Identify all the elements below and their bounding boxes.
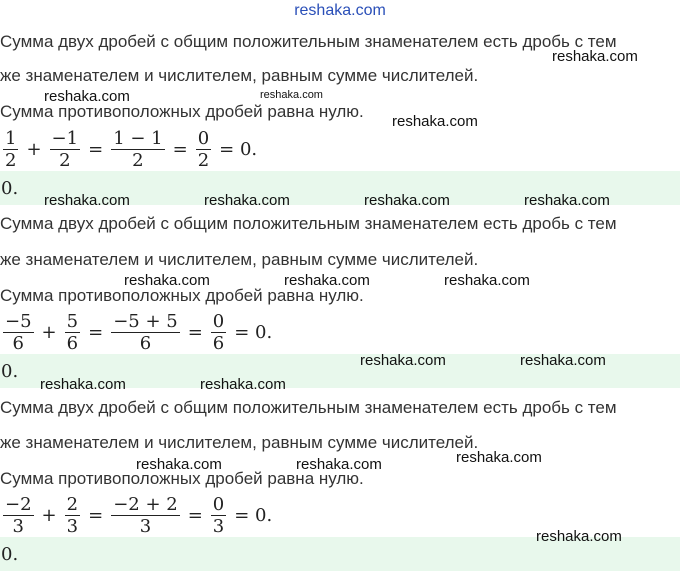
answer-value: 0. <box>1 360 19 382</box>
watermark: reshaka.com <box>40 376 126 393</box>
fraction: $\frac{1}{2}$ <box>5 127 17 171</box>
watermark: reshaka.com <box>552 48 638 65</box>
opposite-rule: Сумма противоположных дробей равна нулю. <box>0 469 364 488</box>
watermark: reshaka.com <box>364 192 450 209</box>
formula <box>0 127 262 171</box>
answer-value: 0. <box>1 543 19 565</box>
equals-sign: = <box>88 321 104 343</box>
watermark: reshaka.com <box>136 456 222 473</box>
fraction: $\frac{-5}{6}$ <box>5 310 32 354</box>
equals-sign: = <box>88 138 104 160</box>
watermark: reshaka.com <box>536 528 622 545</box>
equals-sign: = <box>88 504 104 526</box>
equals-sign: = <box>172 138 188 160</box>
watermark: reshaka.com <box>260 89 323 101</box>
fraction: $\frac{-1}{2}$ <box>51 127 79 171</box>
formula-result: = 0. <box>234 504 273 526</box>
formula-result: = 0. <box>234 321 273 343</box>
watermark: reshaka.com <box>284 272 370 289</box>
rule-line-1: Сумма двух дробей с общим положительным знаменателем есть дробь с тем <box>0 214 617 233</box>
fraction: $\frac{2}{3}$ <box>66 493 79 537</box>
watermark: reshaka.com <box>456 449 542 466</box>
fraction: $\frac{0}{3}$ <box>212 493 225 537</box>
plus-sign: + <box>26 138 42 160</box>
watermark: reshaka.com <box>360 352 446 369</box>
fraction: $\frac{5}{6}$ <box>66 310 79 354</box>
fraction: $\frac{1 - 1}{2}$ <box>113 127 163 171</box>
watermark: reshaka.com <box>200 376 286 393</box>
watermark: reshaka.com <box>520 352 606 369</box>
formula <box>0 310 277 354</box>
equals-sign: = <box>187 504 203 526</box>
plus-sign: + <box>41 321 57 343</box>
formula-result: = 0. <box>219 138 258 160</box>
watermark: reshaka.com <box>524 192 610 209</box>
watermark: reshaka.com <box>44 88 130 105</box>
watermark: reshaka.com <box>444 272 530 289</box>
fraction: $\frac{-2}{3}$ <box>5 493 32 537</box>
fraction: $\frac{-2 + 2}{3}$ <box>113 493 178 537</box>
fraction: $\frac{0}{2}$ <box>197 127 210 171</box>
watermark: reshaka.com <box>44 192 130 209</box>
watermark: reshaka.com <box>124 272 210 289</box>
rule-line-2: же знаменателем и числителем, равным сумме числителей. <box>0 66 479 85</box>
formula <box>0 493 277 537</box>
rule-line-1: Сумма двух дробей с общим положительным знаменателем есть дробь с тем <box>0 32 617 51</box>
opposite-rule: Сумма противоположных дробей равна нулю. <box>0 102 364 121</box>
watermark: reshaka.com <box>296 456 382 473</box>
header-site-link[interactable]: reshaka.com <box>294 2 386 19</box>
watermark: reshaka.com <box>392 113 478 130</box>
rule-line-1: Сумма двух дробей с общим положительным знаменателем есть дробь с тем <box>0 398 617 417</box>
answer-value: 0. <box>1 177 19 199</box>
watermark: reshaka.com <box>204 192 290 209</box>
opposite-rule: Сумма противоположных дробей равна нулю. <box>0 286 364 305</box>
plus-sign: + <box>41 504 57 526</box>
rule-line-2: же знаменателем и числителем, равным сумме числителей. <box>0 433 479 452</box>
equals-sign: = <box>187 321 203 343</box>
fraction: $\frac{-5 + 5}{6}$ <box>113 310 178 354</box>
fraction: $\frac{0}{6}$ <box>212 310 225 354</box>
rule-line-2: же знаменателем и числителем, равным сумме числителей. <box>0 250 479 269</box>
